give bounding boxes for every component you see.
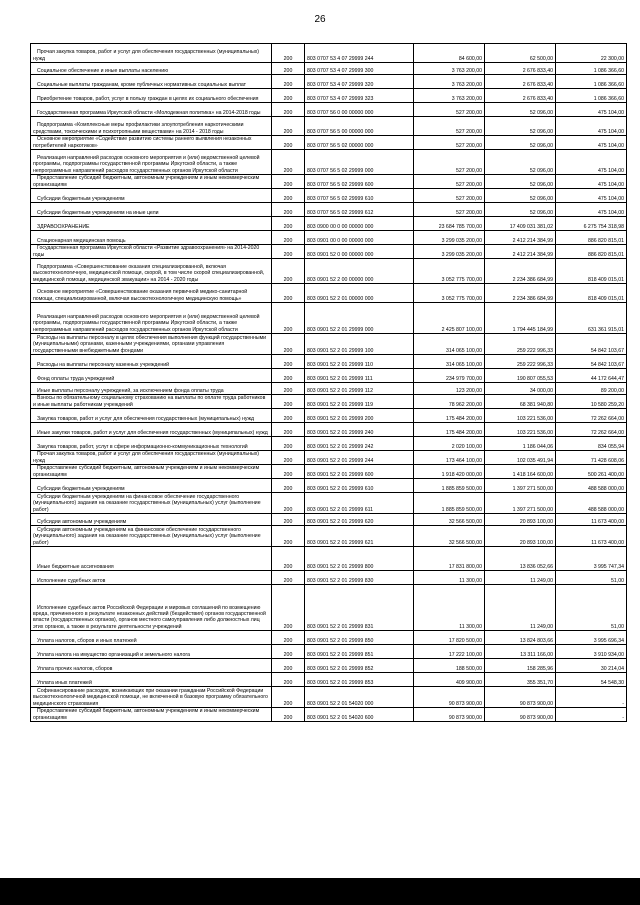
table-body [31,44,627,722]
row-kbk-cell: 803 0901 52 2 01 29999 119 [305,395,414,409]
row-code-cell: 200 [272,409,305,423]
row-name-cell: Уплата иных платежей [31,673,272,687]
row-unexecuted-cell: 1 086 366,60 [556,89,627,103]
row-executed-cell: 2 412 214 384,99 [485,245,556,259]
table-row [31,175,627,189]
table-row [31,63,627,75]
row-unexecuted-cell: 89 200,00 [556,383,627,395]
row-executed-cell: 190 807 055,53 [485,369,556,383]
row-name-cell: Предоставление субсидий бюджетным, автономным учреждениям и иным некоммерческим организациям [31,465,272,479]
table-row [31,189,627,203]
row-kbk-cell: 803 0901 52 2 01 29999 000 [305,303,414,334]
row-name-cell: Основное мероприятие «Совершенствование оказания первичной медико-санитарной помощи, специализированной, включая высокотехнологичную медицинскую помощь» [31,284,272,303]
row-name-cell: Уплата прочих налогов, сборов [31,659,272,673]
row-name-cell: Иные бюджетные ассигнования [31,547,272,571]
row-approved-cell: 3 299 035 200,00 [414,231,485,245]
row-kbk-cell: 803 0901 52 2 01 29999 852 [305,659,414,673]
row-executed-cell: 2 676 833,40 [485,63,556,75]
table-row [31,585,627,631]
row-kbk-cell: 803 0901 52 2 01 29999 853 [305,673,414,687]
row-executed-cell: 1 397 271 500,00 [485,479,556,493]
row-name-cell: Субсидии автономным учреждениям [31,514,272,526]
row-kbk-cell: 803 0707 56 5 02 29999 612 [305,203,414,217]
row-code-cell: 200 [272,75,305,89]
row-code-cell: 200 [272,479,305,493]
row-kbk-cell: 803 0707 56 5 00 00000 000 [305,117,414,136]
table-row [31,203,627,217]
row-executed-cell: 34 000,00 [485,383,556,395]
row-executed-cell: 52 096,00 [485,189,556,203]
row-kbk-cell: 803 0901 52 2 01 29999 830 [305,571,414,585]
row-code-cell: 200 [272,217,305,231]
row-executed-cell: 103 221 536,00 [485,423,556,437]
row-executed-cell: 52 096,00 [485,117,556,136]
table-row [31,437,627,451]
row-unexecuted-cell: 22 300,00 [556,44,627,63]
row-code-cell: 200 [272,355,305,369]
row-name-cell: Иные закупки товаров, работ и услуг для обеспечения государственных (муниципальных) нужд [31,423,272,437]
row-approved-cell: 90 873 900,00 [414,708,485,722]
row-kbk-cell: 803 0901 52 2 01 29999 600 [305,465,414,479]
row-approved-cell: 314 065 100,00 [414,355,485,369]
row-unexecuted-cell: 54 548,30 [556,673,627,687]
row-executed-cell: 52 096,00 [485,150,556,175]
row-executed-cell: 2 676 833,40 [485,75,556,89]
row-approved-cell: 3 763 200,00 [414,75,485,89]
row-executed-cell: 52 096,00 [485,136,556,150]
table-row [31,150,627,175]
row-approved-cell: 314 065 100,00 [414,334,485,355]
row-unexecuted-cell: 475 104,00 [556,175,627,189]
row-executed-cell: 11 249,00 [485,585,556,631]
row-name-cell: Подпрограмма «Совершенствование оказания специализированной, включая высокотехнологичную, медицинской помощи, скорой, в том числе скорой специализированной, медицинской помощи, медицинской эвакуации» на 2014 - 2020 годы [31,259,272,284]
table-row [31,493,627,514]
row-code-cell: 200 [272,89,305,103]
row-code-cell: 200 [272,571,305,585]
row-code-cell: 200 [272,395,305,409]
row-code-cell: 200 [272,585,305,631]
table-row [31,423,627,437]
row-kbk-cell: 803 0901 52 2 01 29999 621 [305,526,414,547]
row-unexecuted-cell: 475 104,00 [556,117,627,136]
table-row [31,395,627,409]
row-code-cell: 200 [272,383,305,395]
row-kbk-cell: 803 0901 52 2 01 29999 200 [305,409,414,423]
row-kbk-cell: 803 0901 52 0 00 00000 000 [305,245,414,259]
row-approved-cell: 175 484 200,00 [414,409,485,423]
row-executed-cell: 20 893 100,00 [485,514,556,526]
row-kbk-cell: 803 0707 56 5 02 00000 000 [305,136,414,150]
row-approved-cell: 3 763 200,00 [414,89,485,103]
row-executed-cell: 2 234 386 684,99 [485,259,556,284]
row-code-cell: 200 [272,259,305,284]
table-row [31,645,627,659]
row-code-cell: 200 [272,687,305,708]
row-approved-cell: 1 885 859 500,00 [414,493,485,514]
row-kbk-cell: 803 0901 52 2 01 54020 600 [305,708,414,722]
table-row [31,103,627,117]
row-executed-cell: 2 676 833,40 [485,89,556,103]
row-unexecuted-cell: 475 104,00 [556,103,627,117]
row-executed-cell: 355 351,70 [485,673,556,687]
row-approved-cell: 32 566 500,00 [414,526,485,547]
row-code-cell: 200 [272,708,305,722]
row-kbk-cell: 803 0707 56 5 02 29999 000 [305,150,414,175]
row-kbk-cell: 803 0901 52 2 01 29999 610 [305,479,414,493]
table-row [31,231,627,245]
row-executed-cell: 103 221 536,00 [485,409,556,423]
row-kbk-cell: 803 0707 53 4 07 29999 323 [305,89,414,103]
row-approved-cell: 84 600,00 [414,44,485,63]
table-row [31,217,627,231]
row-kbk-cell: 803 0707 53 4 07 29999 244 [305,44,414,63]
row-code-cell: 200 [272,303,305,334]
table-row [31,245,627,259]
row-approved-cell: 234 979 700,00 [414,369,485,383]
row-approved-cell: 3 052 775 700,00 [414,284,485,303]
row-approved-cell: 1 885 859 500,00 [414,479,485,493]
row-kbk-cell: 803 0901 00 0 00 00000 000 [305,231,414,245]
row-unexecuted-cell: 3 995 747,34 [556,547,627,571]
table-row [31,136,627,150]
row-approved-cell: 17 831 800,00 [414,547,485,571]
row-code-cell: 200 [272,631,305,645]
row-executed-cell: 17 409 031 381,02 [485,217,556,231]
row-code-cell: 200 [272,547,305,571]
row-approved-cell: 32 566 500,00 [414,514,485,526]
row-name-cell: Софинансирование расходов, возникающих при оказании гражданам Российской Федерации высокотехнологичной медицинской помощи, не включенной в базовую программу обязательного медицинского страхования [31,687,272,708]
row-kbk-cell: 803 0901 52 2 01 29999 240 [305,423,414,437]
row-code-cell: 200 [272,175,305,189]
row-name-cell: Предоставление субсидий бюджетным, автономным учреждениям и иным некоммерческим организациям [31,175,272,189]
row-approved-cell: 527 200,00 [414,103,485,117]
row-kbk-cell: 803 0707 53 4 07 29999 320 [305,75,414,89]
table-row [31,687,627,708]
row-unexecuted-cell: 475 104,00 [556,203,627,217]
row-unexecuted-cell: 6 275 754 318,98 [556,217,627,231]
row-name-cell: Субсидии бюджетным учреждениям на финансовое обеспечение государственного (муниципального) задания на оказание государственных (муниципальных) услуг (выполнение работ) [31,493,272,514]
row-kbk-cell: 803 0901 52 2 01 29999 110 [305,355,414,369]
row-code-cell: 200 [272,526,305,547]
row-unexecuted-cell: 72 262 664,00 [556,423,627,437]
row-executed-cell: 259 222 996,33 [485,355,556,369]
row-unexecuted-cell: 475 104,00 [556,136,627,150]
row-name-cell: Закупка товаров, работ и услуг для обеспечения государственных (муниципальных) нужд [31,409,272,423]
table-row [31,117,627,136]
row-unexecuted-cell: - [556,708,627,722]
row-unexecuted-cell: 834 055,94 [556,437,627,451]
row-code-cell: 200 [272,203,305,217]
row-approved-cell: 527 200,00 [414,189,485,203]
row-approved-cell: 11 300,00 [414,571,485,585]
row-code-cell: 200 [272,284,305,303]
row-approved-cell: 11 300,00 [414,585,485,631]
row-unexecuted-cell: 51,00 [556,571,627,585]
row-code-cell: 200 [272,150,305,175]
row-unexecuted-cell: 818 409 015,01 [556,284,627,303]
table-row [31,44,627,63]
row-kbk-cell: 803 0901 52 2 01 54020 000 [305,687,414,708]
row-name-cell: ЗДРАВООХРАНЕНИЕ [31,217,272,231]
row-approved-cell: 3 763 200,00 [414,63,485,75]
table-row [31,571,627,585]
row-name-cell: Субсидии бюджетным учреждениям [31,479,272,493]
row-code-cell: 200 [272,334,305,355]
row-code-cell: 200 [272,465,305,479]
row-executed-cell: 1 397 271 500,00 [485,493,556,514]
row-kbk-cell: 803 0707 53 4 07 29999 300 [305,63,414,75]
table-row [31,383,627,395]
row-kbk-cell: 803 0901 52 2 00 00000 000 [305,259,414,284]
row-approved-cell: 1 918 420 000,00 [414,465,485,479]
row-kbk-cell: 803 0901 52 2 01 29999 242 [305,437,414,451]
row-executed-cell: 90 873 900,00 [485,687,556,708]
row-unexecuted-cell: 3 910 934,00 [556,645,627,659]
row-name-cell: Исполнение судебных актов [31,571,272,585]
row-approved-cell: 2 425 807 100,00 [414,303,485,334]
row-code-cell: 200 [272,103,305,117]
row-approved-cell: 17 222 100,00 [414,645,485,659]
row-approved-cell: 527 200,00 [414,175,485,189]
table-row [31,631,627,645]
row-executed-cell: 1 794 445 184,99 [485,303,556,334]
table-row [31,479,627,493]
row-code-cell: 200 [272,369,305,383]
table-row [31,369,627,383]
row-name-cell: Взносы по обязательному социальному страхованию на выплаты по оплате труда работников и иные выплаты работникам учреждений [31,395,272,409]
row-name-cell: Уплата налогов, сборов и иных платежей [31,631,272,645]
row-code-cell: 200 [272,645,305,659]
row-code-cell: 200 [272,136,305,150]
row-approved-cell: 123 200,00 [414,383,485,395]
row-executed-cell: 62 500,00 [485,44,556,63]
row-executed-cell: 2 234 386 684,99 [485,284,556,303]
table-row [31,284,627,303]
page-number: 26 [314,14,326,25]
row-approved-cell: 3 052 775 700,00 [414,259,485,284]
row-kbk-cell: 803 0901 52 2 01 29999 111 [305,369,414,383]
row-name-cell: Реализация направлений расходов основного мероприятия и (или) ведомственной целевой программы, подпрограммы государственной программы Иркутской области, а также непрограммных направлений расходов государственных органов Иркутской области [31,150,272,175]
row-executed-cell: 1 186 044,06 [485,437,556,451]
row-unexecuted-cell: 488 588 000,00 [556,479,627,493]
row-approved-cell: 527 200,00 [414,150,485,175]
row-code-cell: 200 [272,44,305,63]
budget-execution-table [30,43,627,722]
row-code-cell: 200 [272,117,305,136]
row-kbk-cell: 803 0707 56 5 02 29999 600 [305,175,414,189]
row-unexecuted-cell: 886 820 815,01 [556,245,627,259]
row-approved-cell: 173 464 100,00 [414,451,485,465]
row-code-cell: 200 [272,493,305,514]
row-approved-cell: 527 200,00 [414,203,485,217]
table-row [31,659,627,673]
row-code-cell: 200 [272,514,305,526]
row-kbk-cell: 803 0901 52 2 01 29999 850 [305,631,414,645]
row-name-cell: Прочая закупка товаров, работ и услуг для обеспечения государственных (муниципальных) нужд [31,44,272,63]
budget-table-container [30,43,624,722]
row-unexecuted-cell: 11 673 400,00 [556,514,627,526]
row-name-cell: Основное мероприятие «Содействие развитию системы раннего выявления незаконных потребителей наркотиков» [31,136,272,150]
row-name-cell: Расходы на выплаты персоналу в целях обеспечения выполнения функций государственными (муниципальными) органами, казенными учреждениями, органами управления государственными внебюджетными фондами [31,334,272,355]
row-unexecuted-cell: 1 086 366,60 [556,75,627,89]
row-kbk-cell: 803 0901 52 2 01 29999 244 [305,451,414,465]
row-unexecuted-cell: 631 361 915,01 [556,303,627,334]
scan-bottom-edge [0,878,640,905]
row-name-cell: Предоставление субсидий бюджетным, автономным учреждениям и иным некоммерческим организациям [31,708,272,722]
row-executed-cell: 52 096,00 [485,203,556,217]
table-row [31,526,627,547]
row-executed-cell: 102 035 491,94 [485,451,556,465]
row-executed-cell: 20 893 100,00 [485,526,556,547]
row-name-cell: Субсидии автономным учреждениям на финансовое обеспечение государственного (муниципального) задания на оказание государственных (муниципальных) услуг (выполнение работ) [31,526,272,547]
row-name-cell: Подпрограмма «Комплексные меры профилактики злоупотребления наркотическими средствами, токсическими и психотропными веществами» на 2014 - 2018 годы [31,117,272,136]
row-executed-cell: 259 222 996,33 [485,334,556,355]
table-row [31,334,627,355]
table-row [31,465,627,479]
row-name-cell: Фонд оплаты труда учреждений [31,369,272,383]
row-executed-cell: 13 824 803,66 [485,631,556,645]
row-executed-cell: 11 249,00 [485,571,556,585]
table-row [31,75,627,89]
row-code-cell: 200 [272,189,305,203]
row-approved-cell: 2 020 100,00 [414,437,485,451]
row-name-cell: Социальное обеспечение и иные выплаты населению [31,63,272,75]
table-row [31,547,627,571]
row-kbk-cell: 803 0901 52 2 01 29999 620 [305,514,414,526]
row-unexecuted-cell: 71 428 608,06 [556,451,627,465]
row-unexecuted-cell: - [556,687,627,708]
row-name-cell: Государственная программа Иркутской области «Молодежная политика» на 2014-2018 годы [31,103,272,117]
row-code-cell: 200 [272,245,305,259]
row-approved-cell: 175 484 200,00 [414,423,485,437]
row-executed-cell: 13 311 166,00 [485,645,556,659]
row-unexecuted-cell: 54 842 103,67 [556,355,627,369]
table-row [31,303,627,334]
row-executed-cell: 2 412 214 384,99 [485,231,556,245]
row-unexecuted-cell: 488 588 000,00 [556,493,627,514]
row-code-cell: 200 [272,451,305,465]
row-unexecuted-cell: 475 104,00 [556,189,627,203]
row-name-cell: Иные выплаты персоналу учреждений, за исключением фонда оплаты труда [31,383,272,395]
row-approved-cell: 188 500,00 [414,659,485,673]
row-kbk-cell: 803 0707 56 0 00 00000 000 [305,103,414,117]
row-approved-cell: 78 962 200,00 [414,395,485,409]
row-code-cell: 200 [272,231,305,245]
row-name-cell: Уплата налога на имущество организаций и земельного налога [31,645,272,659]
row-approved-cell: 527 200,00 [414,136,485,150]
row-unexecuted-cell: 11 673 400,00 [556,526,627,547]
row-kbk-cell: 803 0901 52 2 01 00000 000 [305,284,414,303]
row-unexecuted-cell: 886 820 815,01 [556,231,627,245]
row-name-cell: Расходы на выплаты персоналу казенных учреждений [31,355,272,369]
row-unexecuted-cell: 1 086 366,60 [556,63,627,75]
row-approved-cell: 23 684 785 700,00 [414,217,485,231]
row-approved-cell: 90 873 900,00 [414,687,485,708]
row-name-cell: Исполнение судебных актов Российской Федерации и мировых соглашений по возмещению вреда, причиненного в результате незаконных действий (бездействия) органов государственной власти (государственных органов), органов местного самоуправления либо должностных лиц этих органов, а также в результате деятельности учреждений [31,585,272,631]
row-code-cell: 200 [272,659,305,673]
row-unexecuted-cell: 72 262 664,00 [556,409,627,423]
row-unexecuted-cell: 44 172 644,47 [556,369,627,383]
table-row [31,89,627,103]
row-executed-cell: 158 285,96 [485,659,556,673]
row-unexecuted-cell: 54 842 103,67 [556,334,627,355]
row-kbk-cell: 803 0901 52 2 01 29999 800 [305,547,414,571]
row-code-cell: 200 [272,423,305,437]
row-executed-cell: 13 836 052,66 [485,547,556,571]
row-kbk-cell: 803 0900 00 0 00 00000 000 [305,217,414,231]
row-name-cell: Приобретение товаров, работ, услуг в пользу граждан в целях их социального обеспечения [31,89,272,103]
table-row [31,259,627,284]
row-executed-cell: 52 096,00 [485,175,556,189]
table-row [31,673,627,687]
row-name-cell: Субсидии бюджетным учреждениям на иные цели [31,203,272,217]
row-executed-cell: 90 873 900,00 [485,708,556,722]
row-unexecuted-cell: 818 409 015,01 [556,259,627,284]
table-row [31,409,627,423]
table-row [31,514,627,526]
row-unexecuted-cell: 3 995 696,34 [556,631,627,645]
row-name-cell: Государственная программа Иркутской области «Развитие здравоохранения» на 2014-2020 годы [31,245,272,259]
row-executed-cell: 1 418 164 600,00 [485,465,556,479]
row-executed-cell: 68 381 940,80 [485,395,556,409]
row-kbk-cell: 803 0901 52 2 01 29999 100 [305,334,414,355]
row-name-cell: Субсидии бюджетным учреждениям [31,189,272,203]
row-unexecuted-cell: 10 580 259,20 [556,395,627,409]
row-approved-cell: 3 299 035 200,00 [414,245,485,259]
row-kbk-cell: 803 0901 52 2 01 29999 851 [305,645,414,659]
row-approved-cell: 409 900,00 [414,673,485,687]
row-approved-cell: 17 820 500,00 [414,631,485,645]
row-code-cell: 200 [272,437,305,451]
table-row [31,451,627,465]
row-approved-cell: 527 200,00 [414,117,485,136]
table-row [31,708,627,722]
row-kbk-cell: 803 0901 52 2 01 29999 112 [305,383,414,395]
row-unexecuted-cell: 475 104,00 [556,150,627,175]
row-name-cell: Закупка товаров, работ, услуг в сфере информационно-коммуникационных технологий [31,437,272,451]
row-unexecuted-cell: 51,00 [556,585,627,631]
row-name-cell: Стационарная медицинская помощь [31,231,272,245]
row-name-cell: Социальные выплаты гражданам, кроме публичных нормативных социальных выплат [31,75,272,89]
row-code-cell: 200 [272,63,305,75]
row-unexecuted-cell: 500 261 400,00 [556,465,627,479]
row-unexecuted-cell: 30 214,04 [556,659,627,673]
table-row [31,355,627,369]
row-name-cell: Реализация направлений расходов основного мероприятия и (или) ведомственной целевой программы, подпрограммы государственной программы Иркутской области, а также непрограммных направлений расходов государственных органов Иркутской области [31,303,272,334]
row-kbk-cell: 803 0707 56 5 02 29999 610 [305,189,414,203]
row-code-cell: 200 [272,673,305,687]
row-name-cell: Прочая закупка товаров, работ и услуг для обеспечения государственных (муниципальных) нужд [31,451,272,465]
row-kbk-cell: 803 0901 52 2 01 29999 831 [305,585,414,631]
row-kbk-cell: 803 0901 52 2 01 29999 611 [305,493,414,514]
row-executed-cell: 52 096,00 [485,103,556,117]
